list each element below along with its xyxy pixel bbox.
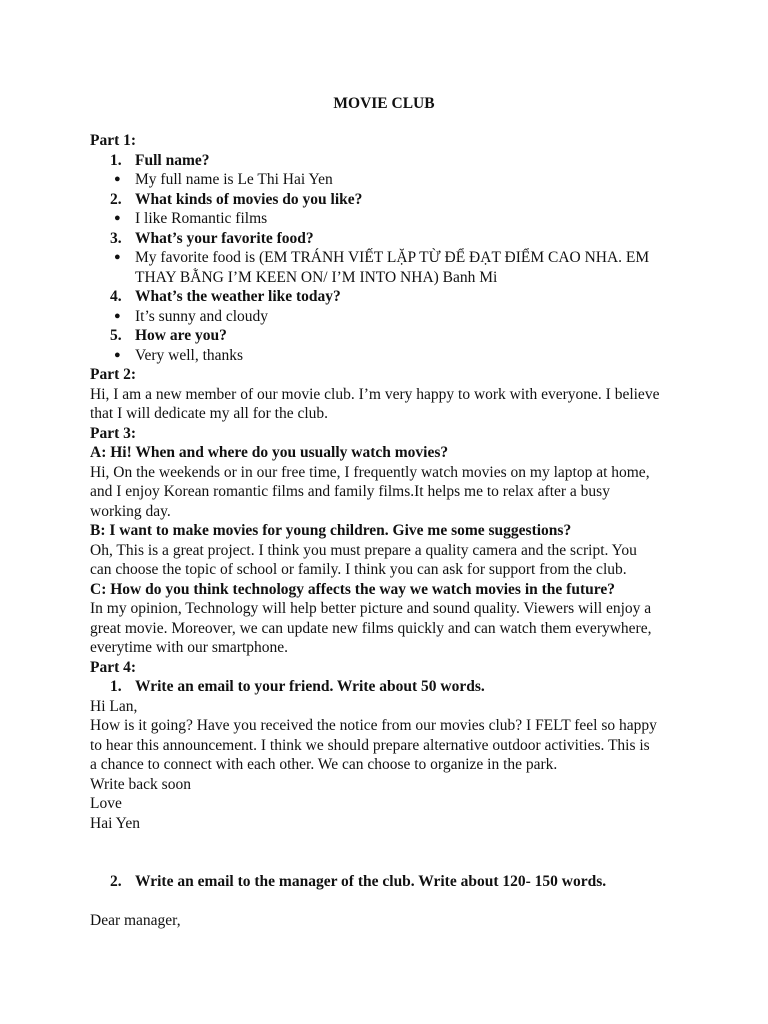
answer-text: Very well, thanks (135, 346, 244, 364)
document-body (90, 131, 660, 930)
question-number: 2. (110, 190, 122, 208)
part1-answer-5 (90, 346, 660, 366)
email1-closing-line: Write back soon (90, 775, 191, 793)
part1-answer-3 (90, 248, 660, 287)
bullet-icon: ● (114, 348, 121, 361)
task-text: Write an email to your friend. Write about 50 words. (135, 678, 485, 695)
answer-text: My favorite food is (EM TRÁNH VIẾT LẶP TỪ ĐỂ ĐẠT ĐIỂM CAO NHA. EM THAY BẰNG I’M KEEN ON/ I’M INTO NHA) Banh Mi (135, 249, 650, 286)
part3-answer-c: In my opinion, Technology will help better picture and sound quality. Viewers will enjoy a great movie. Moreover, we can update new films quickly and can watch them everywhere, everytime with our smartphone. (90, 600, 652, 656)
part1-heading: Part 1: (90, 132, 137, 149)
part3-heading: Part 3: (90, 424, 137, 442)
part3-question-a: A: Hi! When and where do you usually watch movies? (90, 444, 449, 461)
email1-greeting: Hi Lan, (90, 697, 138, 715)
part1-answer-1 (90, 170, 660, 190)
question-number: 1. (110, 151, 122, 169)
question-text: What’s the weather like today? (135, 288, 341, 305)
spacer (90, 892, 660, 911)
question-text: What kinds of movies do you like? (135, 190, 363, 208)
spacer (90, 833, 660, 872)
email1-body: How is it going? Have you received the notice from our movies club? I FELT feel so happy to hear this announcement. I think we should prepare alternative outdoor activities. This is a chance to connect with each other. We can choose to organize in the park. (90, 717, 657, 773)
task-number: 1. (110, 678, 122, 695)
part3-question-c: C: How do you think technology affects the way we watch movies in the future? (90, 580, 615, 598)
question-number: 5. (110, 327, 122, 344)
answer-text: I like Romantic films (135, 210, 268, 227)
question-number: 3. (110, 229, 122, 247)
task-number: 2. (110, 873, 122, 890)
question-number: 4. (110, 288, 122, 305)
part4-task-2 (90, 872, 660, 892)
part3-question-b: B: I want to make movies for young children. Give me some suggestions? (90, 522, 572, 539)
part4-heading: Part 4: (90, 658, 137, 676)
bullet-icon: ● (114, 251, 121, 263)
question-text: Full name? (135, 151, 210, 169)
email1-signature: Hai Yen (90, 814, 140, 832)
part2-heading: Part 2: (90, 366, 137, 383)
part1-question-5 (90, 326, 660, 346)
question-text: How are you? (135, 327, 227, 344)
task-text: Write an email to the manager of the club. Write about 120- 150 words. (135, 873, 607, 890)
bullet-icon: ● (114, 173, 121, 185)
part1-question-2 (90, 190, 660, 210)
email1-sign-off: Love (90, 795, 122, 812)
answer-text: It’s sunny and cloudy (135, 307, 269, 325)
part1-question-1 (90, 151, 660, 171)
part3-answer-a: Hi, On the weekends or in our free time, I frequently watch movies on my laptop at home, and I enjoy Korean romantic films and family films.It helps me to relax after a busy working day. (90, 463, 650, 520)
part1-answer-4 (90, 307, 660, 327)
document-title: MOVIE CLUB (333, 95, 435, 112)
part4-task-1 (90, 677, 660, 697)
part1-question-3 (90, 229, 660, 249)
part3-answer-b: Oh, This is a great project. I think you must prepare a quality camera and the script. You can choose the topic of school or family. I think you can ask for support from the club. (90, 541, 637, 578)
question-text: What’s your favorite food? (135, 229, 314, 247)
email2-greeting: Dear manager, (90, 911, 181, 929)
bullet-icon: ● (114, 212, 121, 224)
part1-answer-2 (90, 209, 660, 229)
part2-text: Hi, I am a new member of our movie club. I’m very happy to work with everyone. I believe that I will dedicate my all for the club. (90, 385, 660, 422)
part1-question-4 (90, 287, 660, 307)
answer-text: My full name is Le Thi Hai Yen (135, 171, 333, 188)
bullet-icon: ● (114, 309, 121, 322)
